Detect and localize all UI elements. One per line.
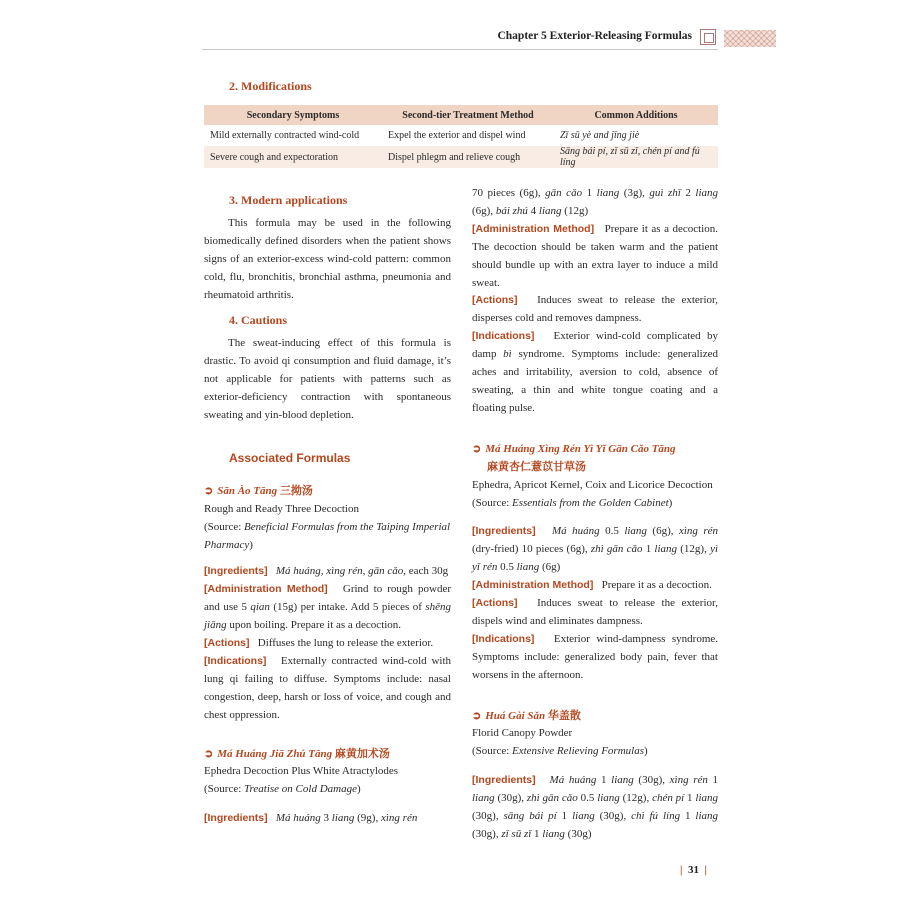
indications-text: Externally contracted wind-cold with lung qi failing to diffuse. Symptoms include: nasal congestion, deep, harsh or loss of voice, and cough and chest oppression. xyxy=(204,654,452,721)
actions-text: Diffuses the lung to release the exterior. xyxy=(257,637,434,650)
formula-chinese: 麻黄加术汤 xyxy=(334,747,390,760)
herb-dose: 0.5 xyxy=(577,792,598,805)
formula-ingredients xyxy=(472,523,718,577)
source-suffix: ) xyxy=(643,745,648,758)
actions-label: [Actions] xyxy=(472,597,518,610)
herb-dose: 2 xyxy=(680,187,696,199)
formula-english-name: Florid Canopy Powder xyxy=(472,727,573,740)
actions-label: [Actions] xyxy=(204,637,250,650)
formula-pinyin: Huá Gài Sǎn xyxy=(485,709,546,722)
herb-dose: 3 xyxy=(320,812,332,825)
herb-dose: (dry-fried) 10 pieces (6g), xyxy=(472,543,591,556)
herb-dose: (30g) xyxy=(564,828,592,840)
administration-label: [Administration Method] xyxy=(472,222,595,235)
header-pattern-decoration xyxy=(724,30,776,47)
administration-text: (15g) per intake. Add 5 pieces of xyxy=(269,601,426,614)
formula-indications xyxy=(472,631,718,685)
herb-unit: liang xyxy=(596,187,620,199)
herb-dose: (30g), xyxy=(494,792,527,805)
table-column-header: Secondary Symptoms xyxy=(204,105,382,125)
formula-english-name: Rough and Ready Three Decoction xyxy=(204,502,359,515)
source-prefix: (Source: xyxy=(204,783,245,796)
herb-name: xìng rén xyxy=(678,525,719,538)
herb-name: zhì gān cǎo xyxy=(590,543,643,556)
administration-unit: qian xyxy=(250,601,270,614)
herb-name: xìng rén xyxy=(380,812,418,825)
herb-dose: (9g), xyxy=(354,812,381,825)
ingredients-label: [Ingredients] xyxy=(204,812,268,825)
table-cell: Expel the exterior and dispel wind xyxy=(382,125,554,146)
source-title: Essentials from the Golden Cabinet xyxy=(512,496,669,509)
herb-dose: (6g), xyxy=(472,204,496,217)
herb-dose: (12g) xyxy=(561,204,589,217)
formula-administration xyxy=(204,581,451,635)
administration-text: Prepare it as a decoction. The decoction should be taken warm and the patient should bundle up with an extra layer to induce a mild sweat. xyxy=(472,222,718,289)
herb-dose: 1 xyxy=(531,828,543,840)
herb-dose: (30g), xyxy=(472,828,502,840)
formula-source xyxy=(472,743,718,761)
page-number: 31 xyxy=(687,864,699,876)
indications-label: [Indications] xyxy=(472,632,535,645)
formula-chinese: 三拗汤 xyxy=(279,484,313,497)
formula-source xyxy=(204,519,451,555)
ingredients-label: [Ingredients] xyxy=(204,565,268,578)
herb-dose: 70 pieces (6g), xyxy=(472,187,546,199)
herb-unit: liang xyxy=(597,792,620,805)
formula-ingredients xyxy=(472,772,718,844)
arrow-icon: ➲ xyxy=(204,484,214,497)
formula-indications xyxy=(472,328,718,418)
herb-name: bái zhú xyxy=(495,204,528,217)
herb-dose: 4 xyxy=(527,204,539,217)
administration-herb: shēng jiāng xyxy=(204,601,452,632)
formula-indications xyxy=(204,653,451,725)
herb-name: Má huáng xyxy=(275,812,321,825)
modifications-table xyxy=(204,105,718,168)
formula-chinese: 麻黄杏仁薏苡甘草汤 xyxy=(487,460,586,473)
formula-title-san-ao-tang xyxy=(204,483,451,501)
herb-unit: liang xyxy=(695,792,719,805)
arrow-icon: ➲ xyxy=(472,442,482,455)
herb-unit: liang xyxy=(538,204,562,217)
actions-text: Induces sweat to release the exterior, dispels wind and eliminates dampness. xyxy=(472,597,718,627)
herb-dose: 0.5 xyxy=(599,525,625,538)
herb-dose: 1 xyxy=(680,810,696,823)
source-suffix: ) xyxy=(249,538,253,551)
herb-name: chì fú líng xyxy=(631,810,681,823)
herb-unit: liang xyxy=(542,828,565,840)
herb-name: guì zhī xyxy=(649,187,681,199)
administration-text: Grind to rough powder and use 5 xyxy=(204,583,451,614)
cautions-text: The sweat-inducing effect of this formula is drastic. To avoid qi consumption and fluid damage, it’s not applicable for patients with patterns such as exterior-deficiency contraction with spontaneous sweating and yin-blood depletion. xyxy=(204,337,451,421)
source-prefix: (Source: xyxy=(204,520,245,533)
modifications-heading: 2. Modifications xyxy=(229,79,312,93)
table-cell: Dispel phlegm and relieve cough xyxy=(382,146,554,168)
indications-label: [Indications] xyxy=(472,330,535,343)
formula-pinyin: Má Huáng Xìng Rén Yì Yǐ Gān Cǎo Tāng xyxy=(485,442,676,455)
formula-source xyxy=(204,781,451,799)
arrow-icon: ➲ xyxy=(472,709,482,722)
formula-ingredients-continued xyxy=(472,185,718,221)
herb-unit: liang xyxy=(695,187,719,199)
page-number-footer xyxy=(680,864,707,876)
herb-name: zhì gān cǎo xyxy=(526,792,578,805)
herb-unit: liang xyxy=(331,812,355,825)
formula-ingredients xyxy=(204,563,451,581)
indications-term: bì xyxy=(503,348,512,361)
indications-text: Exterior wind-dampness syndrome. Symptoms include: generalized body pain, fever that worsens in the afternoon. xyxy=(472,632,719,681)
source-prefix: (Source: xyxy=(472,496,513,509)
herb-unit: liang xyxy=(654,543,678,556)
administration-text: upon boiling. Prepare it as a decoction. xyxy=(226,619,402,632)
ingredients-herbs: Má huáng, xìng rén, gān cǎo, xyxy=(275,565,406,578)
table-column-header: Second-tier Treatment Method xyxy=(382,105,554,125)
herb-unit: liang xyxy=(624,525,647,538)
herb-name: Má huáng xyxy=(551,525,600,538)
administration-label: [Administration Method] xyxy=(204,583,328,596)
herb-dose: (30g), xyxy=(594,810,632,823)
source-title: Treatise on Cold Damage xyxy=(244,783,357,796)
formula-actions xyxy=(472,595,718,631)
source-title: Extensive Relieving Formulas xyxy=(512,745,644,758)
herb-dose: (6g), xyxy=(646,525,679,538)
formula-source xyxy=(472,495,718,513)
modern-applications-text: This formula may be used in the following biomedically defined disorders when the patient shows signs of an exterior-excess wind-cold pattern: common cold, flu, bronchitis, bronchial asthma, pneumonia and rheumatoid arthritis. xyxy=(204,216,451,301)
herb-unit: liang xyxy=(611,774,634,787)
herb-name: zǐ sū zǐ xyxy=(501,828,532,840)
formula-administration xyxy=(472,221,718,293)
herb-dose: (30g), xyxy=(472,810,504,823)
herb-unit: liang xyxy=(695,810,719,823)
herb-unit: liang xyxy=(516,561,540,574)
table-cell: Zǐ sū yè and jīng jiè xyxy=(554,125,718,146)
herb-dose: 1 xyxy=(707,774,719,787)
herb-dose: (6g) xyxy=(539,561,561,574)
herb-dose: 1 xyxy=(684,792,696,805)
header-divider xyxy=(202,49,718,50)
table-column-header: Common Additions xyxy=(554,105,718,125)
right-column xyxy=(472,185,718,844)
formula-administration xyxy=(472,577,718,595)
ingredients-label: [Ingredients] xyxy=(472,525,536,538)
herb-unit: liang xyxy=(472,792,495,805)
administration-text: Prepare it as a decoction. xyxy=(601,579,712,592)
table-row xyxy=(204,125,718,146)
herb-unit: liang xyxy=(572,810,595,823)
herb-name: gān cǎo xyxy=(545,187,583,199)
running-header: Chapter 5 Exterior-Releasing Formulas xyxy=(497,30,692,42)
source-suffix: ) xyxy=(668,496,673,509)
arrow-icon: ➲ xyxy=(204,747,214,760)
table-cell: Sāng bái pí, zǐ sū zǐ, chén pí and fú líng xyxy=(554,146,718,168)
table-cell: Mild externally contracted wind-cold xyxy=(204,125,382,146)
page-bar-left: | xyxy=(680,864,683,876)
source-suffix: ) xyxy=(356,783,361,796)
header-square-ornament-icon xyxy=(700,29,716,45)
formula-title-ma-huang-jia-zhu-tang xyxy=(204,746,451,764)
page-bar-right: | xyxy=(704,864,707,876)
formula-ingredients-start xyxy=(204,810,451,828)
herb-dose: (30g), xyxy=(633,774,670,787)
herb-dose: 1 xyxy=(642,543,655,556)
indications-text: syndrome. Symptoms include: generalized aches and irritability, aversion to cold, absence of sweating, a thin and white tongue coating and a floating pulse. xyxy=(472,348,718,414)
herb-dose: (3g), xyxy=(619,187,650,199)
herb-dose: 1 xyxy=(596,774,612,787)
herb-name: sāng bái pí xyxy=(503,810,557,823)
actions-text: Induces sweat to release the exterior, disperses cold and removes dampness. xyxy=(472,294,718,325)
cautions-heading: 4. Cautions xyxy=(229,313,288,328)
actions-label: [Actions] xyxy=(472,294,518,307)
indications-text: Exterior wind-cold complicated by damp xyxy=(472,330,718,361)
indications-label: [Indications] xyxy=(204,654,267,667)
herb-dose: 0.5 xyxy=(497,561,517,574)
associated-formulas-heading: Associated Formulas xyxy=(229,450,351,465)
formula-title-hua-gai-san xyxy=(472,708,718,726)
formula-chinese: 华盖散 xyxy=(547,709,581,722)
table-header-row xyxy=(204,105,718,125)
administration-label: [Administration Method] xyxy=(472,579,594,592)
formula-actions xyxy=(204,635,451,653)
table-row xyxy=(204,146,718,168)
left-column xyxy=(204,192,451,828)
formula-pinyin: Sān Ào Tāng xyxy=(217,484,278,497)
herb-dose: (12g), xyxy=(677,543,711,556)
source-prefix: (Source: xyxy=(472,745,513,758)
ingredients-label: [Ingredients] xyxy=(472,774,536,787)
source-title: Beneficial Formulas from the Taiping Imperial Pharmacy xyxy=(204,520,451,551)
formula-pinyin: Má Huáng Jiā Zhú Tāng xyxy=(217,747,333,760)
modern-applications-heading: 3. Modern applications xyxy=(229,193,348,207)
formula-actions xyxy=(472,292,718,328)
table-cell: Severe cough and expectoration xyxy=(204,146,382,168)
herb-dose: 1 xyxy=(582,187,597,199)
herb-name: xìng rén xyxy=(669,774,708,787)
herb-name: yì yǐ rén xyxy=(472,543,719,574)
formula-title-ma-huang-xing-ren-yi-yi-gan-cao-tang xyxy=(472,441,718,459)
herb-name: chén pí xyxy=(652,792,685,805)
herb-dose: (12g), xyxy=(619,792,653,805)
formula-english-name: Ephedra Decoction Plus White Atractylodes xyxy=(204,765,399,778)
formula-english-name: Ephedra, Apricot Kernel, Coix and Licorice Decoction xyxy=(472,478,713,491)
herb-name: Má huáng xyxy=(549,774,597,787)
herb-dose: 1 xyxy=(556,810,573,823)
ingredients-dose: each 30g xyxy=(406,565,449,578)
